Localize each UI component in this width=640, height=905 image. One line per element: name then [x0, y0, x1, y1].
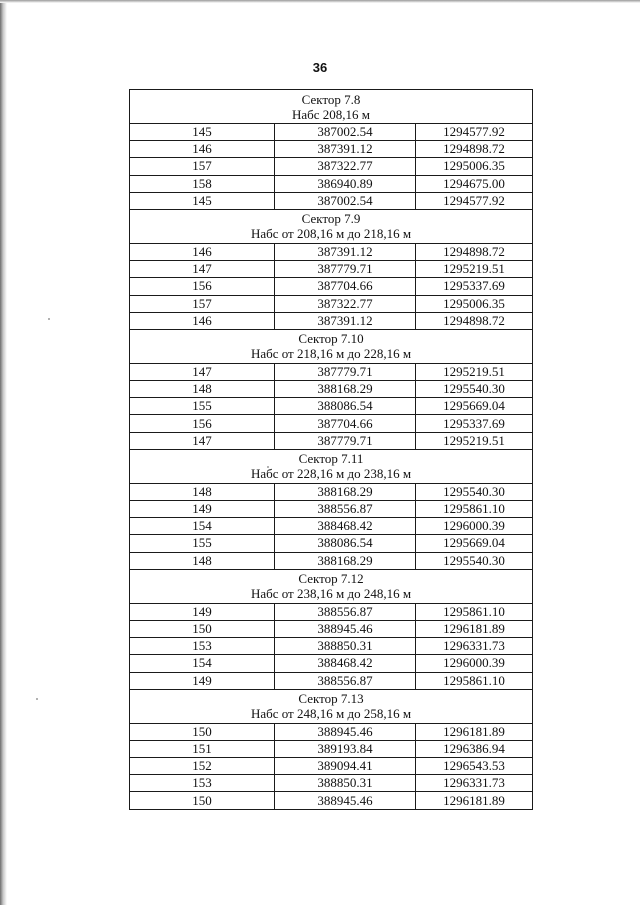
x-coordinate-cell: 388945.46	[275, 792, 416, 809]
point-number-cell: 146	[130, 141, 275, 158]
y-coordinate-cell: 1295219.51	[416, 261, 533, 278]
y-coordinate-cell: 1296181.89	[416, 620, 533, 637]
point-number-cell: 157	[130, 158, 275, 175]
x-coordinate-cell: 388850.31	[275, 775, 416, 792]
point-number-cell: 150	[130, 792, 275, 809]
sector-header-row	[130, 209, 533, 243]
table-row	[130, 192, 533, 209]
point-number-cell: 149	[130, 501, 275, 518]
table-row	[130, 620, 533, 637]
point-number-cell: 148	[130, 381, 275, 398]
x-coordinate-cell: 387391.12	[275, 243, 416, 260]
table-row	[130, 141, 533, 158]
x-coordinate-cell: 387391.12	[275, 312, 416, 329]
sector-elevation: Набс от 248,16 м до 258,16 м	[250, 706, 412, 722]
point-number-cell: 153	[130, 638, 275, 655]
sector-title: Сектор 7.9	[301, 211, 361, 227]
x-coordinate-cell: 387779.71	[275, 261, 416, 278]
y-coordinate-cell: 1296331.73	[416, 775, 533, 792]
x-coordinate-cell: 387704.66	[275, 415, 416, 432]
x-coordinate-cell: 388850.31	[275, 638, 416, 655]
sector-elevation: Набс от 238,16 м до 248,16 м	[250, 586, 412, 602]
x-coordinate-cell: 388168.29	[275, 552, 416, 569]
table-row	[130, 552, 533, 569]
y-coordinate-cell: 1295669.04	[416, 535, 533, 552]
sector-title: Сектор 7.13	[298, 691, 364, 707]
y-coordinate-cell: 1296181.89	[416, 723, 533, 740]
table-row	[130, 261, 533, 278]
sector-header-row	[130, 689, 533, 723]
point-number-cell: 154	[130, 518, 275, 535]
sector-title: Сектор 7.11	[298, 451, 364, 467]
sector-header-cell	[130, 329, 533, 363]
x-coordinate-cell: 388168.29	[275, 483, 416, 500]
sector-header-cell	[130, 209, 533, 243]
y-coordinate-cell: 1294577.92	[416, 192, 533, 209]
x-coordinate-cell: 386940.89	[275, 175, 416, 192]
table-row	[130, 483, 533, 500]
table-row	[130, 501, 533, 518]
point-number-cell: 146	[130, 312, 275, 329]
table-row	[130, 295, 533, 312]
table-row	[130, 535, 533, 552]
table-row	[130, 792, 533, 809]
scan-speck	[36, 698, 38, 700]
table-row	[130, 655, 533, 672]
x-coordinate-cell: 388086.54	[275, 535, 416, 552]
table-row	[130, 312, 533, 329]
point-number-cell: 145	[130, 124, 275, 141]
point-number-cell: 152	[130, 758, 275, 775]
table-row	[130, 723, 533, 740]
sector-header-cell	[130, 689, 533, 723]
y-coordinate-cell: 1296543.53	[416, 758, 533, 775]
point-number-cell: 148	[130, 483, 275, 500]
point-number-cell: 158	[130, 175, 275, 192]
x-coordinate-cell: 388556.87	[275, 603, 416, 620]
table-row	[130, 672, 533, 689]
sector-header-row	[130, 569, 533, 603]
y-coordinate-cell: 1296000.39	[416, 655, 533, 672]
point-number-cell: 147	[130, 363, 275, 380]
y-coordinate-cell: 1294675.00	[416, 175, 533, 192]
page-number: 36	[312, 60, 328, 75]
table-row	[130, 603, 533, 620]
sector-header-cell	[130, 90, 533, 124]
x-coordinate-cell: 387391.12	[275, 141, 416, 158]
x-coordinate-cell: 388086.54	[275, 398, 416, 415]
table-row	[130, 432, 533, 449]
x-coordinate-cell: 387779.71	[275, 363, 416, 380]
y-coordinate-cell: 1294898.72	[416, 141, 533, 158]
scan-shadow-left	[0, 0, 7, 905]
point-number-cell: 150	[130, 723, 275, 740]
y-coordinate-cell: 1295219.51	[416, 363, 533, 380]
y-coordinate-cell: 1294898.72	[416, 312, 533, 329]
sector-header-row	[130, 329, 533, 363]
point-number-cell: 157	[130, 295, 275, 312]
x-coordinate-cell: 387322.77	[275, 295, 416, 312]
point-number-cell: 146	[130, 243, 275, 260]
point-number-cell: 154	[130, 655, 275, 672]
table-row	[130, 415, 533, 432]
point-number-cell: 155	[130, 398, 275, 415]
x-coordinate-cell: 388945.46	[275, 723, 416, 740]
table-row	[130, 518, 533, 535]
scan-shadow-top	[0, 0, 640, 3]
point-number-cell: 149	[130, 672, 275, 689]
point-number-cell: 150	[130, 620, 275, 637]
table-row	[130, 638, 533, 655]
sector-title: Сектор 7.8	[301, 91, 361, 107]
x-coordinate-cell: 388556.87	[275, 501, 416, 518]
x-coordinate-cell: 388945.46	[275, 620, 416, 637]
y-coordinate-cell: 1295006.35	[416, 158, 533, 175]
x-coordinate-cell: 389094.41	[275, 758, 416, 775]
y-coordinate-cell: 1295540.30	[416, 552, 533, 569]
x-coordinate-cell: 388468.42	[275, 518, 416, 535]
point-number-cell: 148	[130, 552, 275, 569]
table-row	[130, 175, 533, 192]
x-coordinate-cell: 387779.71	[275, 432, 416, 449]
point-number-cell: 156	[130, 415, 275, 432]
y-coordinate-cell: 1294577.92	[416, 124, 533, 141]
table-row	[130, 243, 533, 260]
sector-header-cell	[130, 569, 533, 603]
y-coordinate-cell: 1295669.04	[416, 398, 533, 415]
point-number-cell: 145	[130, 192, 275, 209]
y-coordinate-cell: 1294898.72	[416, 243, 533, 260]
point-number-cell: 155	[130, 535, 275, 552]
table-row	[130, 398, 533, 415]
point-number-cell: 156	[130, 278, 275, 295]
x-coordinate-cell: 389193.84	[275, 740, 416, 757]
x-coordinate-cell: 388168.29	[275, 381, 416, 398]
sector-elevation: Набс от 228,16 м до 238,16 м	[250, 466, 412, 482]
table-row	[130, 278, 533, 295]
point-number-cell: 151	[130, 740, 275, 757]
y-coordinate-cell: 1295337.69	[416, 278, 533, 295]
coordinates-table	[129, 89, 533, 810]
y-coordinate-cell: 1295540.30	[416, 381, 533, 398]
scan-speck	[48, 318, 50, 320]
x-coordinate-cell: 387002.54	[275, 124, 416, 141]
sector-elevation: Набс от 208,16 м до 218,16 м	[250, 226, 412, 242]
table-row	[130, 158, 533, 175]
y-coordinate-cell: 1295006.35	[416, 295, 533, 312]
x-coordinate-cell: 387002.54	[275, 192, 416, 209]
y-coordinate-cell: 1295861.10	[416, 603, 533, 620]
sector-header-cell	[130, 449, 533, 483]
table-row	[130, 740, 533, 757]
x-coordinate-cell: 388468.42	[275, 655, 416, 672]
table-row	[130, 363, 533, 380]
y-coordinate-cell: 1296331.73	[416, 638, 533, 655]
y-coordinate-cell: 1295219.51	[416, 432, 533, 449]
y-coordinate-cell: 1295337.69	[416, 415, 533, 432]
table-row	[130, 381, 533, 398]
point-number-cell: 149	[130, 603, 275, 620]
point-number-cell: 153	[130, 775, 275, 792]
y-coordinate-cell: 1296181.89	[416, 792, 533, 809]
sector-title: Сектор 7.12	[298, 571, 364, 587]
point-number-cell: 147	[130, 261, 275, 278]
x-coordinate-cell: 387322.77	[275, 158, 416, 175]
point-number-cell: 147	[130, 432, 275, 449]
sector-header-row	[130, 449, 533, 483]
coordinates-table-body	[130, 90, 533, 810]
sector-title: Сектор 7.10	[298, 331, 364, 347]
y-coordinate-cell: 1295861.10	[416, 672, 533, 689]
x-coordinate-cell: 387704.66	[275, 278, 416, 295]
y-coordinate-cell: 1296386.94	[416, 740, 533, 757]
sector-elevation: Набс 208,16 м	[291, 106, 371, 122]
table-row	[130, 124, 533, 141]
table-row	[130, 775, 533, 792]
y-coordinate-cell: 1295540.30	[416, 483, 533, 500]
x-coordinate-cell: 388556.87	[275, 672, 416, 689]
table-row	[130, 758, 533, 775]
y-coordinate-cell: 1296000.39	[416, 518, 533, 535]
sector-elevation: Набс от 218,16 м до 228,16 м	[250, 346, 412, 362]
y-coordinate-cell: 1295861.10	[416, 501, 533, 518]
sector-header-row	[130, 90, 533, 124]
